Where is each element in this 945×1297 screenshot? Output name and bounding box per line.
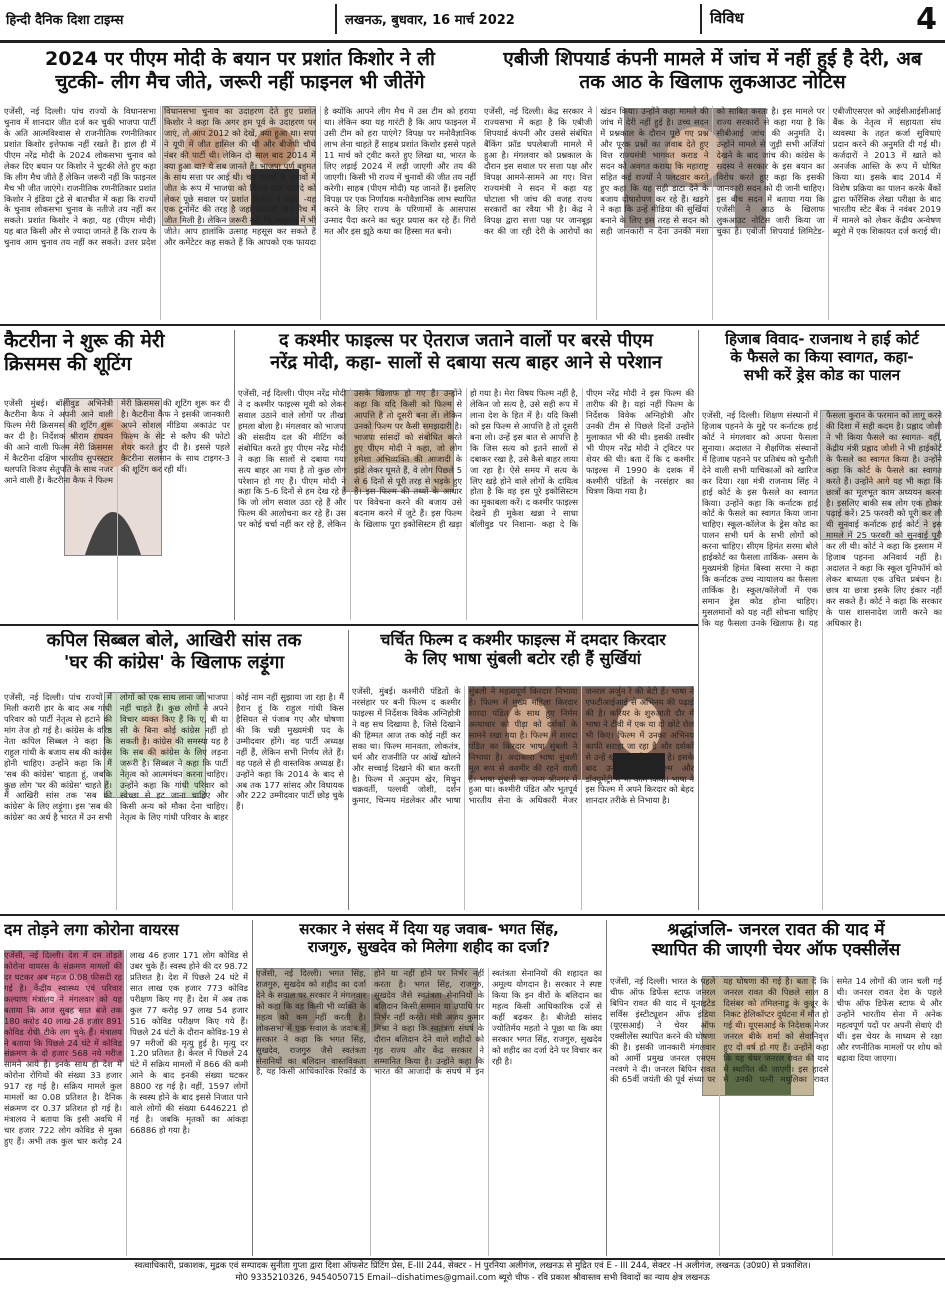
page-number: 4 xyxy=(916,2,937,37)
story-body: एजेंसी, नई दिल्ली। देश में दम तोड़ते कोरोना वायरस के संक्रमण मामलों की दर घटकर अब महज 0.08 फीसदी रह गई है। केंद्रीय स्वास्थ्य एवं परिवार कल्याण मंत्रालय ने मंगलवार को यह बताया कि आज सुबह सात बजे तक 180 करोड़ 40 लाख 28 हजार 891 कोविड रोधी टीके लग चुके हैं। मंत्रालय ने बताया कि पिछले 24 घंटे में कोविड संक्रमण के दो हजार 568 नये मरीज सामने आये हैं। इनके साथ ही देश में कोरोना रोगियों की संख्या 33 हजार 917 रह गई है। सक्रिय मामले कुल मामलों का 0.08 प्रतिशत है। दैनिक संक्रमण दर 0.37 प्रतिशत हो गई है। मंत्रालय ने बताया कि इसी अवधि में चार हजार 722 लोग कोविड से मुक्त हुए हैं। अभी तक कुल चार करोड़ 24 लाख 46 हजार 171 लोग कोविड से उबर चुके हैं। स्वस्थ होने की दर 98.72 प्रतिशत है। देश में पिछले 24 घंटे में सात लाख एक हजार 773 कोविड परीक्षण किए गए हैं। देश में अब तक कुल 77 करोड़ 97 लाख 54 हजार 516 कोविड परीक्षण किए गये हैं। पिछले 24 घंटों के दौरान कोविड-19 से 97 मरीजों की मृत्यु हुई है। मृत्यु दर 1.20 प्रतिशत है। केरल में पिछले 24 घंटे में सक्रिय मामलों में 866 की कमी आने के बाद इनकी संख्या घटकर 8800 रह गई है। वहीं, 1597 लोगों के स्वस्थ होने के बाद इससे निजात पाने वाले लोगों की संख्या 6446221 हो गई है। जबकि मृतकों का आंकड़ा 66886 हो गया है। xyxy=(4,950,248,1146)
story-general-rawat xyxy=(610,920,942,1256)
story-body: एजेंसी, नई दिल्ली। केंद्र सरकार ने राज्यसभा में कहा है कि एबीजी शिपयार्ड कंपनी और उससे संबंधित बैंकिंग फ्रॉड घपलेबाजी मामले में हुआ है। मंगलवार को प्रश्नकाल के दौरान इस सवाल पर सत्ता पक्ष और विपक्ष आमने-सामने आ गए। वित्त राज्यमंत्री ने सदन में कहा यह घोटाला भी जांच की वजह राज्य सरकारों का रवैया भी है। केंद्र ने विपक्ष द्वारा सत्ता पक्ष पर जानबूझ कर की जा रही देरी के आरोपों का खंडन किया। उन्होंने कहा मामले की जांच में देरी नहीं हुई है। उच्च सदन में प्रश्नकाल के दौरान पूछे गए प्रश्न और पूरक प्रश्नों का जवाब देते हुए वित्त राज्यमंत्री भागवत कराड ने सदन को अवगत कराया कि महाराष्ट्र सहित कई राज्यों ने पलटवार करते हुए कहा कि यह सही डाटा देने के बजाय दोषारोपण कर रहे हैं। खड़गे ने कहा कि उन्हें मीडिया की सुर्खियां बनाने के लिए इस तरह से सदन को सही जानकारी न देना उनकी मंशा को साबित करता है। इस मामले पर राज्य सरकारों से कहा गया है कि सीबीआई जांच की अनुमति दें। उन्होंने मामले से जुड़ी सभी अर्जियां देखने के बाद जांच की। कांग्रेस के सदस्य ने सरकार के इस बयान का विरोध करते हुए कहा कि इसकी जानकारी सदन को दी जानी चाहिए। इस बीच सदन में बताया गया कि एजेंसी ने आठ के खिलाफ लुकआउट नोटिस जारी किया जा चुका है। एबीजी शिपयार्ड लिमिटेड-एबीजीएसएल को आईसीआईसीआई बैंक के नेतृत्व में सहायता संघ व्यवस्था के तहत कर्जा सुविधाएं प्रदान करने की अनुमति दी गई थी। कर्जदारों ने 2013 में खाते को अनर्जक आस्ति के रूप में घोषित किया था। इसके बाद 2014 में विशेष प्रक्रिया का पालन करके बैंकों द्वारा फॉरेंसिक लेखा परीक्षा के बाद भारतीय स्टेट बैंक ने नवंबर 2019 में मामले को लेकर केंद्रीय अन्वेषण ब्यूरो में एक शिकायत दर्ज कराई थी। xyxy=(484,106,941,237)
headline: क्रिसमस की शूटिंग xyxy=(4,352,132,375)
story-hijab xyxy=(702,330,942,910)
headline: द कश्मीर फाइल्स पर ऐतराज जताने वालों पर बरसे पीएम xyxy=(278,330,654,351)
story-body: एजेंसी, नई दिल्ली। पांच राज्यों के विधानसभा चुनाव में शानदार जीत दर्ज कर चुकी भाजपा पार्टी के अति आत्मविश्वास से राजनीतिक रणनीतिकार प्रशांत किशोर इत्तेफाक नहीं रखते हैं। हाल ही में पीएम नरेंद्र मोदी के 2024 लोकसभा चुनाव को लेकर दिए बयान पर किशोर ने चुटकी लेते हुए कहा कि लीग मैच जीते हैं लेकिन जरूरी नहीं कि फाइनल मैच भी जीत जाएंगे। राजनीतिक रणनीतिकार प्रशांत किशोर ने इंडिया टुडे से बातचीत में कहा कि राज्यों के चुनाव लोकसभा चुनाव के नतीजे तय नहीं कर सकते। प्रशांत किशोर ने कहा, यह (पीएम मोदी) यह बात किसी और से ज्यादा जानते हैं कि राज्य के चुनाव आम चुनाव तय नहीं कर सकते। उत्तर प्रदेश विधानसभा चुनाव का उदाहरण देते हुए प्रशांत किशोर ने कहा कि अगर हम पूर्व के उदाहरण पर जाएं, तो आप 2012 को देखें, क्या हुआ था। सपा ने यूपी में जीत हासिल की थी और बीजेपी चौथे नंबर की पार्टी थी। लेकिन दो साल बाद 2014 में क्या हुआ था? ये सब जानते हैं। भाजपा पूर्ण बहुमत के साथ सत्ता पर आई थी। चार राज्यों के चुनावों में जीत के रूप में भाजपा को मिलने वाले फायदे को लेकर पूछे सवाल पर प्रशांत किशोर ने कहा, -यह एक टूर्नामेंट की तरह है जहां आपको लीग मैच में जीत मिली है। लेकिन जरूरी नहीं कि फाइनल में भी जीते। आप हालांकि उत्साह महसूस कर सकते हैं और कमेंटेटर कह सकते हैं कि आपको एक फायदा है क्योंकि आपने लीग मैच में उस टीम को हराया था। लेकिन क्या यह गारंटी है कि आप फाइनल में उसी टीम को हरा पाएंगे? विपक्ष पर मनोवैज्ञानिक लाभ लेना चाहते हैं साहब प्रशांत किशोर इससे पहले 11 मार्च को ट्वीट करते हुए लिखा था, भारत के लिए लड़ाई 2024 में लड़ी जाएगी और तय की जाएगी। किसी भी राज्य में चुनावों की जीत तय नहीं करेगी। साहब (पीएम मोदी) यह जानते हैं। इसलिए विपक्ष पर एक निर्णायक मनोवैज्ञानिक लाभ स्थापित करने के लिए राज्य के परिणामों के आसपास उन्माद पैदा करने का चतुर प्रयास कर रहे हैं। गिरो मत और इस झूठे कथा का हिस्सा मत बनो। xyxy=(4,106,476,248)
imprint-contact: मो0 9335210326, 9454050715 Email--dishatimes@gmail.com ब्यूरो चीफ - रवि प्रकाश श्रीवास्तव सभी विवादों का न्याय क्षेत्र लखनऊ xyxy=(235,1273,710,1284)
story-body: एजेंसी, नई दिल्ली। भगत सिंह, राजगुरु, सुखदेव को शहीद का दर्जा देने के सवाल पर सरकार ने मंगलवार को कहा कि वह किसी भी व्यक्ति के महत्व को कम नहीं करती है। लोकसभा में एक सवाल के जवाब में सरकार ने कहा कि भगत सिंह, सुखदेव, राजगुरु जैसे स्वतंत्रता सेनानियों का बलिदान वास्तविकता है, यह किसी आधिकारिक रिकॉर्ड के होने या नहीं होने पर निर्भर नहीं करता है। भगत सिंह, राजगुरु, सुखदेव जैसे स्वतंत्रता सेनानियों के बलिदान किसी सम्मान या उपाधि पर निर्भर नहीं करते। मंत्री अजय कुमार मिश्रा ने कहा कि स्वतंत्रता संघर्ष के दौरान बलिदान देने वाले शहीदों को गृह राज्य और केंद्र सरकार ने सम्मानित किया है। उन्होंने कहा कि भारत की आजादी के संघर्ष में इन स्वतंत्रता सेनानियों की शहादत का अमूल्य योगदान है। सरकार ने स्पष्ट किया कि इन वीरों के बलिदान का महत्व किसी आधिकारिक दर्जे से कहीं बढ़कर है। बीजेडी सांसद ज्योतिर्मय महतो ने पूछा था कि क्या सरकार भगत सिंह, राजगुरु, सुखदेव को शहीद का दर्जा देने पर विचार कर रही है। xyxy=(256,968,602,1077)
headline: चुटकी- लीग मैच जीते, जरूरी नहीं फाइनल भी जीतेंगे xyxy=(55,70,425,93)
story-kapil-sibal xyxy=(4,630,344,910)
headline: एबीजी शिपयार्ड कंपनी मामले में जांच में नहीं हुई है देरी, अब xyxy=(503,48,922,70)
story-corona xyxy=(4,920,248,1256)
story-bhasha-sumbli xyxy=(352,630,694,910)
headline: 2024 पर पीएम मोदी के बयान पर प्रशांत किशोर ने ली xyxy=(45,48,435,70)
headline: श्रद्धांजलि- जनरल रावत की याद में xyxy=(667,920,885,940)
column-rule xyxy=(606,920,607,1256)
section-name: विविध xyxy=(710,9,744,27)
masthead-divider xyxy=(700,4,702,34)
story-martyr-status xyxy=(256,920,602,1256)
headline: सभी करें ड्रेस कोड का पालन xyxy=(743,366,901,384)
headline: 'घर की कांग्रेस' के खिलाफ लड़ूंगा xyxy=(63,651,285,673)
headline: के लिए भाषा सुंबली बटोर रही हैं सुर्खियां xyxy=(405,649,641,669)
headline: राजगुरु, सुखदेव को मिलेगा शहीद का दर्जा? xyxy=(307,938,551,956)
headline: हिजाब विवाद- राजनाथ ने हाई कोर्ट xyxy=(725,330,919,348)
imprint-line: स्वत्वाधिकारी, प्रकाशक, मुद्रक एवं सम्पादक सुनीता गुप्ता द्वारा दिशा ऑफसेट प्रिंटिंग प्रेस, E-III 244, सेक्टर - H पुरनिया अलीगंज, लखनऊ से मुद्रित एवं E - III 244, सेक्टर -H अलीगंज, लखनऊ (उ0प्र0) से प्रकाशित। xyxy=(134,1261,811,1271)
headline: सरकार ने संसद में दिया यह जवाब- भगत सिंह, xyxy=(299,920,559,938)
story-katrina xyxy=(4,330,230,620)
story-body: एजेंसी, नई दिल्ली। भारत के पहले चीफ ऑफ डिफेंस स्टाफ जनरल बिपिन रावत की याद में यूनाइटेड सर्विस इंस्टीट्यूशन ऑफ इंडिया (यूएसआई) ने चेयर ऑफ एक्सीलेंस स्थापित करने की घोषणा की है। इसकी जानकारी मंगलवार को आर्मी प्रमुख जनरल एमएम नरवणे ने दी। जनरल बिपिन रावत की 65वीं जयंती की पूर्व संध्या पर यह घोषणा की गई है। बता दें कि जनरल रावत की पिछले साल 8 दिसंबर को तमिलनाडु के कुन्नूर के निकट हेलिकॉप्टर दुर्घटना में मौत हो गई थी। यूएसआई के निदेशक मेजर जनरल बीके शर्मा को सेवानिवृत्त हुए दो वर्ष हो गए हैं। उन्होंने कहा कि यह चेयर जनरल रावत की याद में स्थापित की जाएगी। इस हादसे में उनकी पत्नी मधुलिका रावत समेत 14 लोगों की जान चली गई थी। जनरल रावत देश के पहले चीफ ऑफ डिफेंस स्टाफ थे और उन्होंने भारतीय सेना में अनेक महत्वपूर्ण पदों पर अपनी सेवाएं दी थीं। इस चेयर के माध्यम से रक्षा और रणनीतिक मामलों पर शोध को बढ़ावा दिया जाएगा। xyxy=(610,976,942,1085)
column-rule xyxy=(234,330,235,620)
headline: कैटरीना ने शुरू की मेरी xyxy=(4,330,165,352)
section-rule xyxy=(0,914,945,916)
column-rule xyxy=(252,920,253,1256)
story-prashant-kishor xyxy=(4,48,476,320)
headline: चर्चित फिल्म द कश्मीर फाइल्स में दमदार किरदार xyxy=(380,630,666,649)
column-rule xyxy=(348,630,349,910)
headline: कपिल सिब्बल बोले, आखिरी सांस तक xyxy=(46,630,302,651)
masthead xyxy=(0,0,945,43)
section-rule xyxy=(0,324,945,326)
headline: के फैसले का किया स्वागत, कहा- xyxy=(730,348,914,366)
story-body: एजेंसी मुंबई। बॉलीवुड अभिनेत्री कैटरीना कैफ ने अपनी आने वाली फिल्म मेरी क्रिसमस की शूटिंग शुरू कर दी है। निर्देशक श्रीराम राघवन की आने वाली फिल्म मेरी क्रिसमस में कैटरीना दक्षिण भारतीय सुपरस्टार थलपति विजय सेतुपति के साथ नजर आने वाली हैं। कैटरीना कैफ ने फिल्म मेरी क्रिसमस की शूटिंग शुरू कर दी है। कैटरीना कैफ ने इसकी जानकारी अपने सोशल मीडिया अकाउंट पर फिल्म के सेट से क्लैप की फोटो शेयर करते हुए दी है। इससे पहले कैटरीना सलमान के साथ टाइगर-3 की शूटिंग कर रही थीं। xyxy=(4,398,230,485)
story-body: एजेंसी, नई दिल्ली। शिक्षण संस्थानों में हिजाब पहनने के मुद्दे पर कर्नाटक हाई कोर्ट ने मंगलवार को अपना फैसला सुनाया। अदालत ने शैक्षणिक संस्थानों में हिजाब पहनने पर प्रतिबंध को चुनौती देने वाली सभी याचिकाओं को खारिज कर दिया। रक्षा मंत्री राजनाथ सिंह ने हाई कोर्ट के इस फैसले का स्वागत किया। उन्होंने कहा कि कर्नाटक हाई कोर्ट के फैसले का स्वागत किया जाना चाहिए। स्कूल-कॉलेज के ड्रेस कोड का पालन सभी धर्म के सभी लोगों को करना चाहिए। सीएम हिमंत सरमा बोले हाईकोर्ट का फैसला तार्किक- असम के मुख्यमंत्री हिमंत बिस्वा सरमा ने कहा कि कर्नाटक उच्च न्यायालय का फैसला तार्किक है। स्कूल/कॉलेजों में एक समान ड्रेस कोड होना चाहिए। मुसलमानों को यह नहीं सोचना चाहिए कि यह फैसला उनके खिलाफ है। यह फैसला कुरान के फरमान को लागू करने की दिशा में सही कदम है। प्रह्लाद जोशी ने भी किया फैसले का स्वागत- वहीं, केंद्रीय मंत्री प्रह्लाद जोशी ने भी हाईकोर्ट के फैसले का स्वागत किया है। उन्होंने कहा कि कोर्ट के फैसले का स्वागत करते हैं। उन्होंने आगे यह भी कहा कि छात्रों का मूलभूत काम अध्ययन करना है। इसलिए बाकी सब लोग एक होकर पढ़ाई करें। 25 फरवरी को पूरी कर ली थी सुनवाई कर्नाटक हाई कोर्ट ने इस मामले में 25 फरवरी को सुनवाई पूरी कर ली थी। कोर्ट ने कहा कि इस्लाम में हिजाब पहनना अनिवार्य नहीं है। अदालत ने कहा कि स्कूल यूनिफॉर्म को लेकर बाध्यता एक उचित प्रबंधन है। छात्र या छात्रा इसके लिए इंकार नहीं कर सकते हैं। कोर्ट ने कहा कि सरकार के पास शासनादेश जारी करने का अधिकार है। xyxy=(702,410,942,628)
edition-date: लखनऊ, बुधवार, 16 मार्च 2022 xyxy=(345,13,515,28)
newspaper-name: हिन्दी दैनिक दिशा टाइम्स xyxy=(6,13,124,28)
imprint-footer xyxy=(0,1258,945,1297)
section-rule xyxy=(0,624,698,626)
column-rule xyxy=(698,330,699,910)
headline: स्थापित की जाएगी चेयर ऑफ एक्सीलेंस xyxy=(651,940,901,961)
masthead-divider xyxy=(335,4,337,34)
story-kashmir-files-pm xyxy=(238,330,694,620)
headline: तक आठ के खिलाफ लुकआउट नोटिस xyxy=(579,70,846,93)
story-body: एजेंसी, मुंबई। कश्मीरी पंडितों के नरसंहार पर बनी फिल्म द कश्मीर फाइल्स में निर्देशक विवेक अग्निहोत्री ने वह सच दिखाया है, जिसे दिखाने की हिम्मत आज तक कोई नहीं कर सका था। फिल्म मानवता, लोकतंत्र, धर्म और राजनीति पर आंखें खोलने और सच्चाई दिखाने की बात करती है। फिल्म में अनुपम खेर, मिथुन चक्रवर्ती, पल्लवी जोशी, दर्शन कुमार, चिन्मय मंडलेकर और भाषा सुंबली ने महत्वपूर्ण किरदार निभाया है। फिल्म में मुख्य महिला किरदार शारदा पंडित के साथ हुए निर्मम अत्याचार को पीड़ा को दर्शकों के सामने रखा गया है। फिल्म में शारदा पंडित का किरदार भाषा सुंबली ने निभाया है। अदाकारा भाषा सुंबली मूल रूप से कश्मीर की रहने वाली हैं। भाषा सुंबली का जन्म श्रीनगर में हुआ था। कश्मीरी पंडित और भूतपूर्व भारतीय सेना के अधिकारी मेजर जनरल अर्जुन रे की बेटी हैं। भाषा ने एफटीआईआई से अभिनय की पढ़ाई की है। करियर के शुरुआती दौर में भाषा ने टीवी में एक या दो छोटे रोल भी किए। फिल्म में उनका अभिनय काफी सराहा जा रहा है और दर्शकों से उन्हें खूब प्यार मिल रहा है। इसके बाद उन्होंने शॉर्ट फिल्म और डॉक्यूमेंट्री में भी काम किया। भाषा ने इस फिल्म में अपने किरदार को बेहद शानदार तरीके से निभाया है। xyxy=(352,686,694,806)
story-body: एजेंसी, नई दिल्ली। पीएम नरेंद्र मोदी ने द कश्मीर फाइल्स मूवी को लेकर सवाल उठाने वाले लोगों पर तीखा हमला बोला है। मंगलवार को भाजपा की संसदीय दल की मीटिंग को संबोधित करते हुए पीएम नरेंद्र मोदी ने कहा कि सालों से दबाया गया सत्य बाहर आ गया है तो कुछ लोग परेशान हो गए हैं। पीएम मोदी ने कहा कि 5-6 दिनों से हम देख रहे हैं कि जो लोग सवाल उठा रहे हैं और फिल्म की आलोचना कर रहे हैं। उस पर कोई चर्चा नहीं कर रहे हैं, लेकिन उसके खिलाफ हो गए हैं। उन्होंने कहा कि यदि किसी को फिल्म से आपत्ति है तो दूसरी बना लें। लेकिन उनको फिल्म पर कैसी समझदारी है। भाजपा सांसदों को संबोधित करते हुए पीएम मोदी ने कहा, जो लोग हमेशा अभिव्यक्ति की आजादी के झंडे लेकर घूमते हैं, वे लोग पिछले 5 से 6 दिनों से पूरी तरह से भड़के हुए हैं। इस फिल्म की तथ्यों के आधार पर विवेचना करने की बजाय उसे बदनाम करने में जुटे हैं। इस फिल्म के खिलाफ पूरा इकोसिस्टम ही खड़ा हो गया है। मेरा विषय फिल्म नहीं है, लेकिन जो सत्य है, उसे सही रूप में लाना देश के हित में है। यदि किसी को इस फिल्म से आपत्ति है तो दूसरी बना लो। उन्हें इस बात से आपत्ति है कि जिस सत्य को इतने सालों से दबाकर रखा है, उसे कैसे बाहर लाया जा रहा है। ऐसे समय में सत्य के लिए खड़े होने वाले लोगों के दायित्व होता है कि वह इस पूरे इकोसिस्टम का मुकाबला करें। द कश्मीर फाइल्स देखने ही मुकेश खन्ना ने साधा बॉलीवुड पर निशाना- कहा दे कि पीएम नरेंद्र मोदी ने इस फिल्म की तारीफ की है। यहां नहीं फिल्म के निर्देशक विवेक अग्निहोत्री और उनकी टीम से पिछले दिनों उन्होंने मुलाकात भी की थी। इसकी तस्वीर भी पीएम नरेंद्र मोदी ने ट्विटर पर शेयर की थी। बता दें कि द कश्मीर फाइल्स में 1990 के दशक में कश्मीरी पंडितों के नरसंहार का चित्रण किया गया है। xyxy=(238,388,694,530)
headline: दम तोड़ने लगा कोरोना वायरस xyxy=(4,920,179,939)
headline: नरेंद्र मोदी, कहा- सालों से दबाया सत्य बाहर आने से परेशान xyxy=(270,351,662,373)
story-abg-shipyard xyxy=(484,48,941,320)
story-body: एजेंसी, नई दिल्ली। पांच राज्यों में मिली करारी हार के बाद अब गांधी परिवार को पार्टी नेतृत्व से हटाने की मांग तेज हो गई है। कांग्रेस के वरिष्ठ नेता कपिल सिब्बल ने कहा कि राहुल गांधी के बजाय सब की कांग्रेस होनी चाहिए। उन्होंने कहा कि मैं 'सब की कांग्रेस' चाहता हूं, जबकि कुछ लोग 'घर की कांग्रेस' चाहते हैं। मैं आखिरी सांस तक 'सब की कांग्रेस' के लिए लड़ूंगा। इस 'सब की कांग्रेस' का अर्थ है भारत में उन सभी लोगों को एक साथ लाना जो भाजपा नहीं चाहते हैं। कुछ लोगों ने अपने विचार व्यक्त किए हैं कि ए, बी या सी के बिना कोई कांग्रेस नहीं हो सकती है। कांग्रेस की समस्या यह है कि सब की कांग्रेस के लिए लड़ना जरूरी है। सिब्बल ने कहा कि पार्टी नेतृत्व को आत्ममंथन करना चाहिए। उन्होंने कहा कि गांधी परिवार को स्वेच्छा से हट जाना चाहिए और किसी अन्य को मौका देना चाहिए। नेतृत्व के लिए गांधी परिवार के बाहर कोई नाम नहीं सुझाया जा रहा है। मैं हैरान हूं कि राहुल गांधी किस हैसियत से पंजाब गए और घोषणा की कि चन्नी मुख्यमंत्री पद के उम्मीदवार होंगे। वह पार्टी अध्यक्ष नहीं हैं, लेकिन सभी निर्णय लेते हैं। वह पहले से ही वास्तविक अध्यक्ष हैं। उन्होंने कहा कि 2014 के बाद से अब तक 177 सांसद और विधायक और 222 उम्मीदवार पार्टी छोड़ चुके हैं। xyxy=(4,692,344,823)
